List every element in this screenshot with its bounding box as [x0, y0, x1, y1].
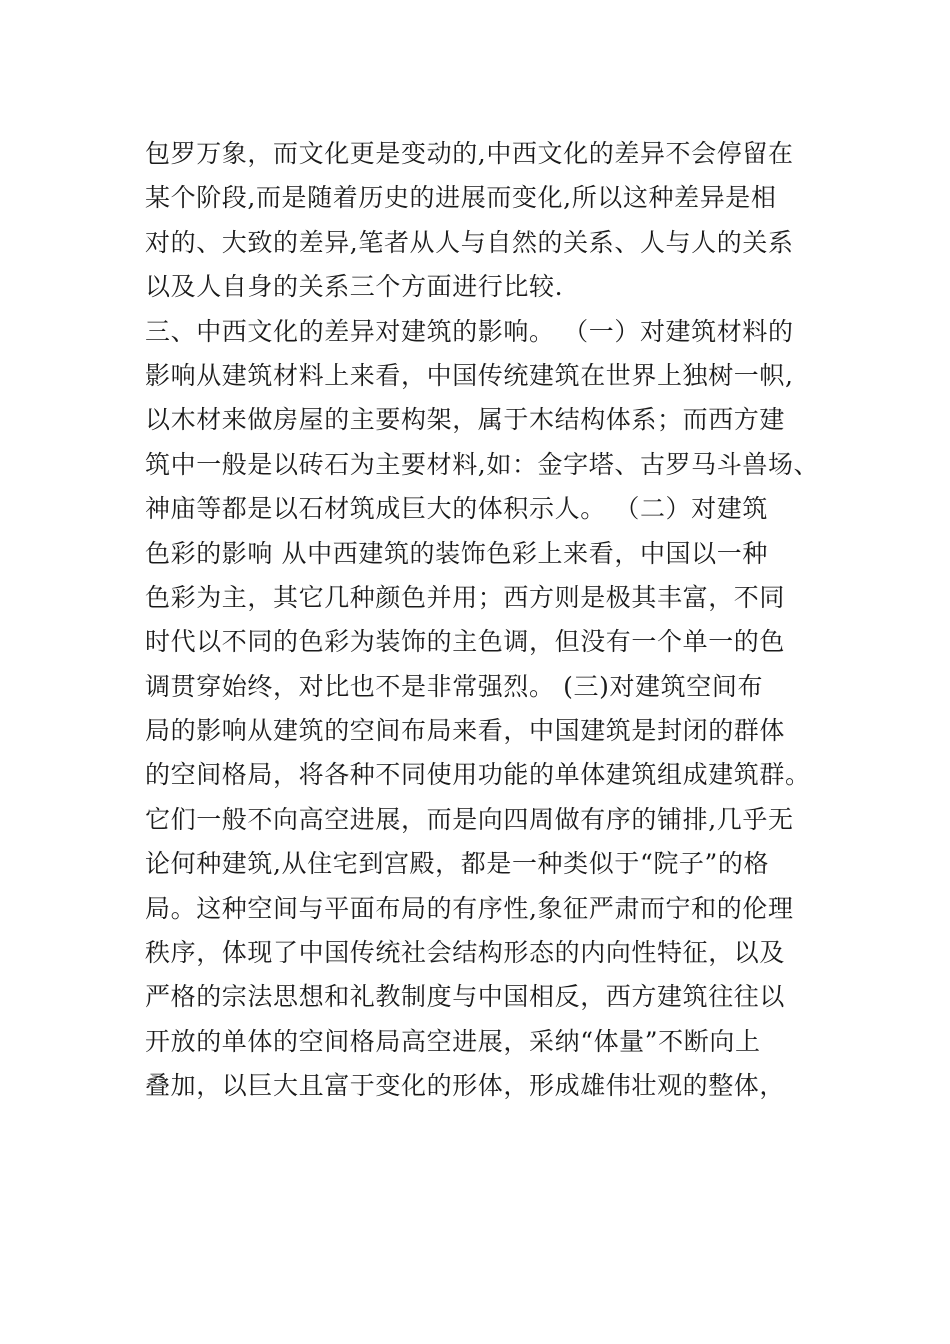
text-line: 色彩的影响 从中西建筑的装饰色彩上来看，中国以一种 [145, 538, 768, 568]
text-line: 以及人自身的关系三个方面进行比较. [145, 272, 564, 302]
body-text [145, 132, 845, 1109]
text-line: 的空间格局，将各种不同使用功能的单体建筑组成建筑群。 [145, 760, 811, 790]
text-line: 论何种建筑,从住宅到宫殿，都是一种类似于“院子”的格 [145, 849, 770, 879]
text-line: 影响从建筑材料上来看，中国传统建筑在世界上独树一帜, [145, 360, 794, 390]
text-line: 包罗万象，而文化更是变动的,中西文化的差异不会停留在 [145, 139, 794, 168]
text-line: 叠加，以巨大且富于变化的形体，形成雄伟壮观的整体， [145, 1071, 786, 1101]
text-line: 某个阶段,而是随着历史的进展而变化,所以这种差异是相 [145, 183, 777, 213]
text-line: 调贯穿始终，对比也不是非常强烈。 (三)对建筑空间布 [145, 671, 764, 701]
text-line: 色彩为主，其它几种颜色并用；西方则是极其丰富，不同 [145, 582, 786, 612]
text-line: 筑中一般是以砖石为主要材料,如：金字塔、古罗马斗兽场、 [145, 449, 820, 479]
text-line: 三、中西文化的差异对建筑的影响。 （一）对建筑材料的 [145, 316, 794, 346]
text-line: 以木材来做房屋的主要构架，属于木结构体系；而西方建 [145, 405, 786, 435]
text-line: 它们一般不向高空进展，而是向四周做有序的铺排,几乎无 [145, 804, 794, 834]
text-line: 局。这种空间与平面布局的有序性,象征严肃而宁和的伦理 [145, 893, 794, 923]
text-line: 开放的单体的空间格局高空进展，采纳“体量”不断向上 [145, 1026, 761, 1056]
text-line: 对的、大致的差异,笔者从人与自然的关系、人与人的关系 [145, 227, 794, 257]
text-line: 严格的宗法思想和礼教制度与中国相反，西方建筑往往以 [145, 982, 786, 1012]
text-line: 秩序，体现了中国传统社会结构形态的内向性特征，以及 [145, 938, 786, 968]
text-line: 时代以不同的色彩为装饰的主色调，但没有一个单一的色 [145, 627, 786, 657]
text-line: 局的影响从建筑的空间布局来看，中国建筑是封闭的群体 [145, 716, 786, 746]
text-line: 神庙等都是以石材筑成巨大的体积示人。 （二）对建筑 [145, 494, 768, 524]
